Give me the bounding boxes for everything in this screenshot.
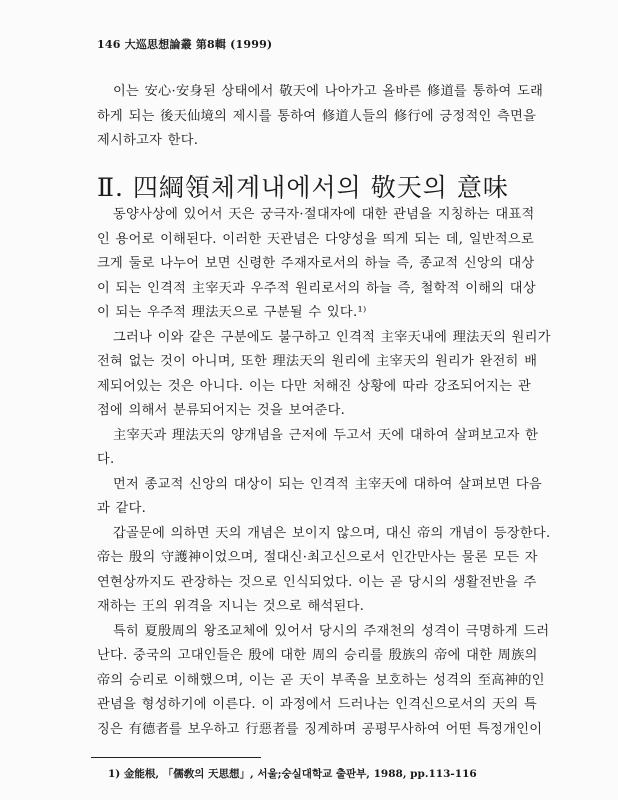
text-line: 특히 夏殷周의 왕조교체에 있어서 당시의 주재천의 성격이 극명하게 드러	[113, 623, 550, 639]
text-line: 帝의 승리로 이해했으며, 이는 곧 天이 부족을 보호하는 성격의 至高神的인	[97, 672, 545, 688]
text-line: 갑골문에 의하면 天의 개념은 보이지 않으며, 대신 帝의 개념이 등장한다.	[113, 525, 551, 541]
text-line: 이 되는 인격적 主宰天과 우주적 원리로서의 하늘 즉, 철학적 이해의 대상	[97, 280, 536, 296]
text-line: 이는 安心·安身된 상태에서 敬天에 나아가고 올바른 修道를 통하여 도래	[113, 84, 544, 99]
text-line: 난다. 중국의 고대인들은 殷에 대한 周의 승리를 殷族의 帝에 대한 周族의	[97, 648, 538, 663]
text-line: 帝는 殷의 守護神이었으며, 절대신·최고신으로서 인간만사는 물론 모든 자	[97, 550, 538, 565]
text-line: 하게 되는 後天仙境의 제시를 통하여 修道人들의 修行에 긍정적인 측면을	[97, 108, 537, 124]
text-line: 이 되는 우주적 理法天으로 구분될 수 있다.¹⁾	[97, 305, 367, 320]
text-line: 먼저 종교적 신앙의 대상이 되는 인격적 主宰天에 대하여 살펴보면 다음	[113, 476, 542, 492]
text-line: 主宰天과 理法天의 양개념을 근저에 두고서 天에 대하여 살펴보고자 한	[113, 427, 539, 443]
text-line: 인 용어로 이해된다. 이러한 天관념은 다양성을 띄게 되는 데, 일반적으로	[97, 231, 534, 247]
intro-paragraph	[97, 80, 544, 154]
text-line: 그러나 이와 같은 구분에도 불구하고 인격적 主宰天내에 理法天의 원리가	[113, 329, 551, 345]
footnote-divider	[91, 757, 261, 758]
body-text	[97, 203, 551, 742]
text-line: 연현상까지도 관장하는 것으로 인식되었다. 이는 곧 당시의 생활전반을 주	[97, 574, 537, 590]
text-line: 제되어있는 것은 아니다. 이는 다만 처해진 상황에 따라 강조되어지는 관	[97, 378, 531, 394]
running-header: 146 大巡思想論叢 第8輯 (1999)	[97, 38, 273, 51]
text-line: 제시하고자 한다.	[97, 133, 199, 148]
text-line: 전혀 없는 것이 아니며, 또한 理法天의 원리에 主宰天의 원리가 완전히 배	[97, 354, 538, 369]
text-line: 재하는 王의 위격을 지니는 것으로 해석된다.	[97, 599, 365, 614]
text-line: 관념을 형성하기에 이른다. 이 과정에서 드러나는 인격신으로서의 天의 특	[97, 697, 538, 712]
text-line: 징은 有德者를 보우하고 行惡者를 징계하며 공평무사하여 어떤 특정개인이	[97, 721, 543, 737]
text-line: 크게 둘로 나누어 보면 신령한 주재자로서의 하늘 즉, 종교적 신앙의 대상	[97, 256, 535, 271]
text-line: 다.	[97, 452, 115, 467]
footnote: 1) 金能根, 「儒敎의 天思想」, 서울;숭실대학교 출판부, 1988, pp.113-116	[108, 768, 477, 780]
section-heading: Ⅱ. 四綱領체계내에서의 敬天의 意味	[97, 173, 509, 202]
text-line: 과 같다.	[97, 501, 147, 516]
text-line: 점에 의해서 분류되어지는 것을 보여준다.	[97, 403, 346, 418]
text-line: 동양사상에 있어서 天은 궁극자·절대자에 대한 관념을 지칭하는 대표적	[113, 207, 535, 222]
